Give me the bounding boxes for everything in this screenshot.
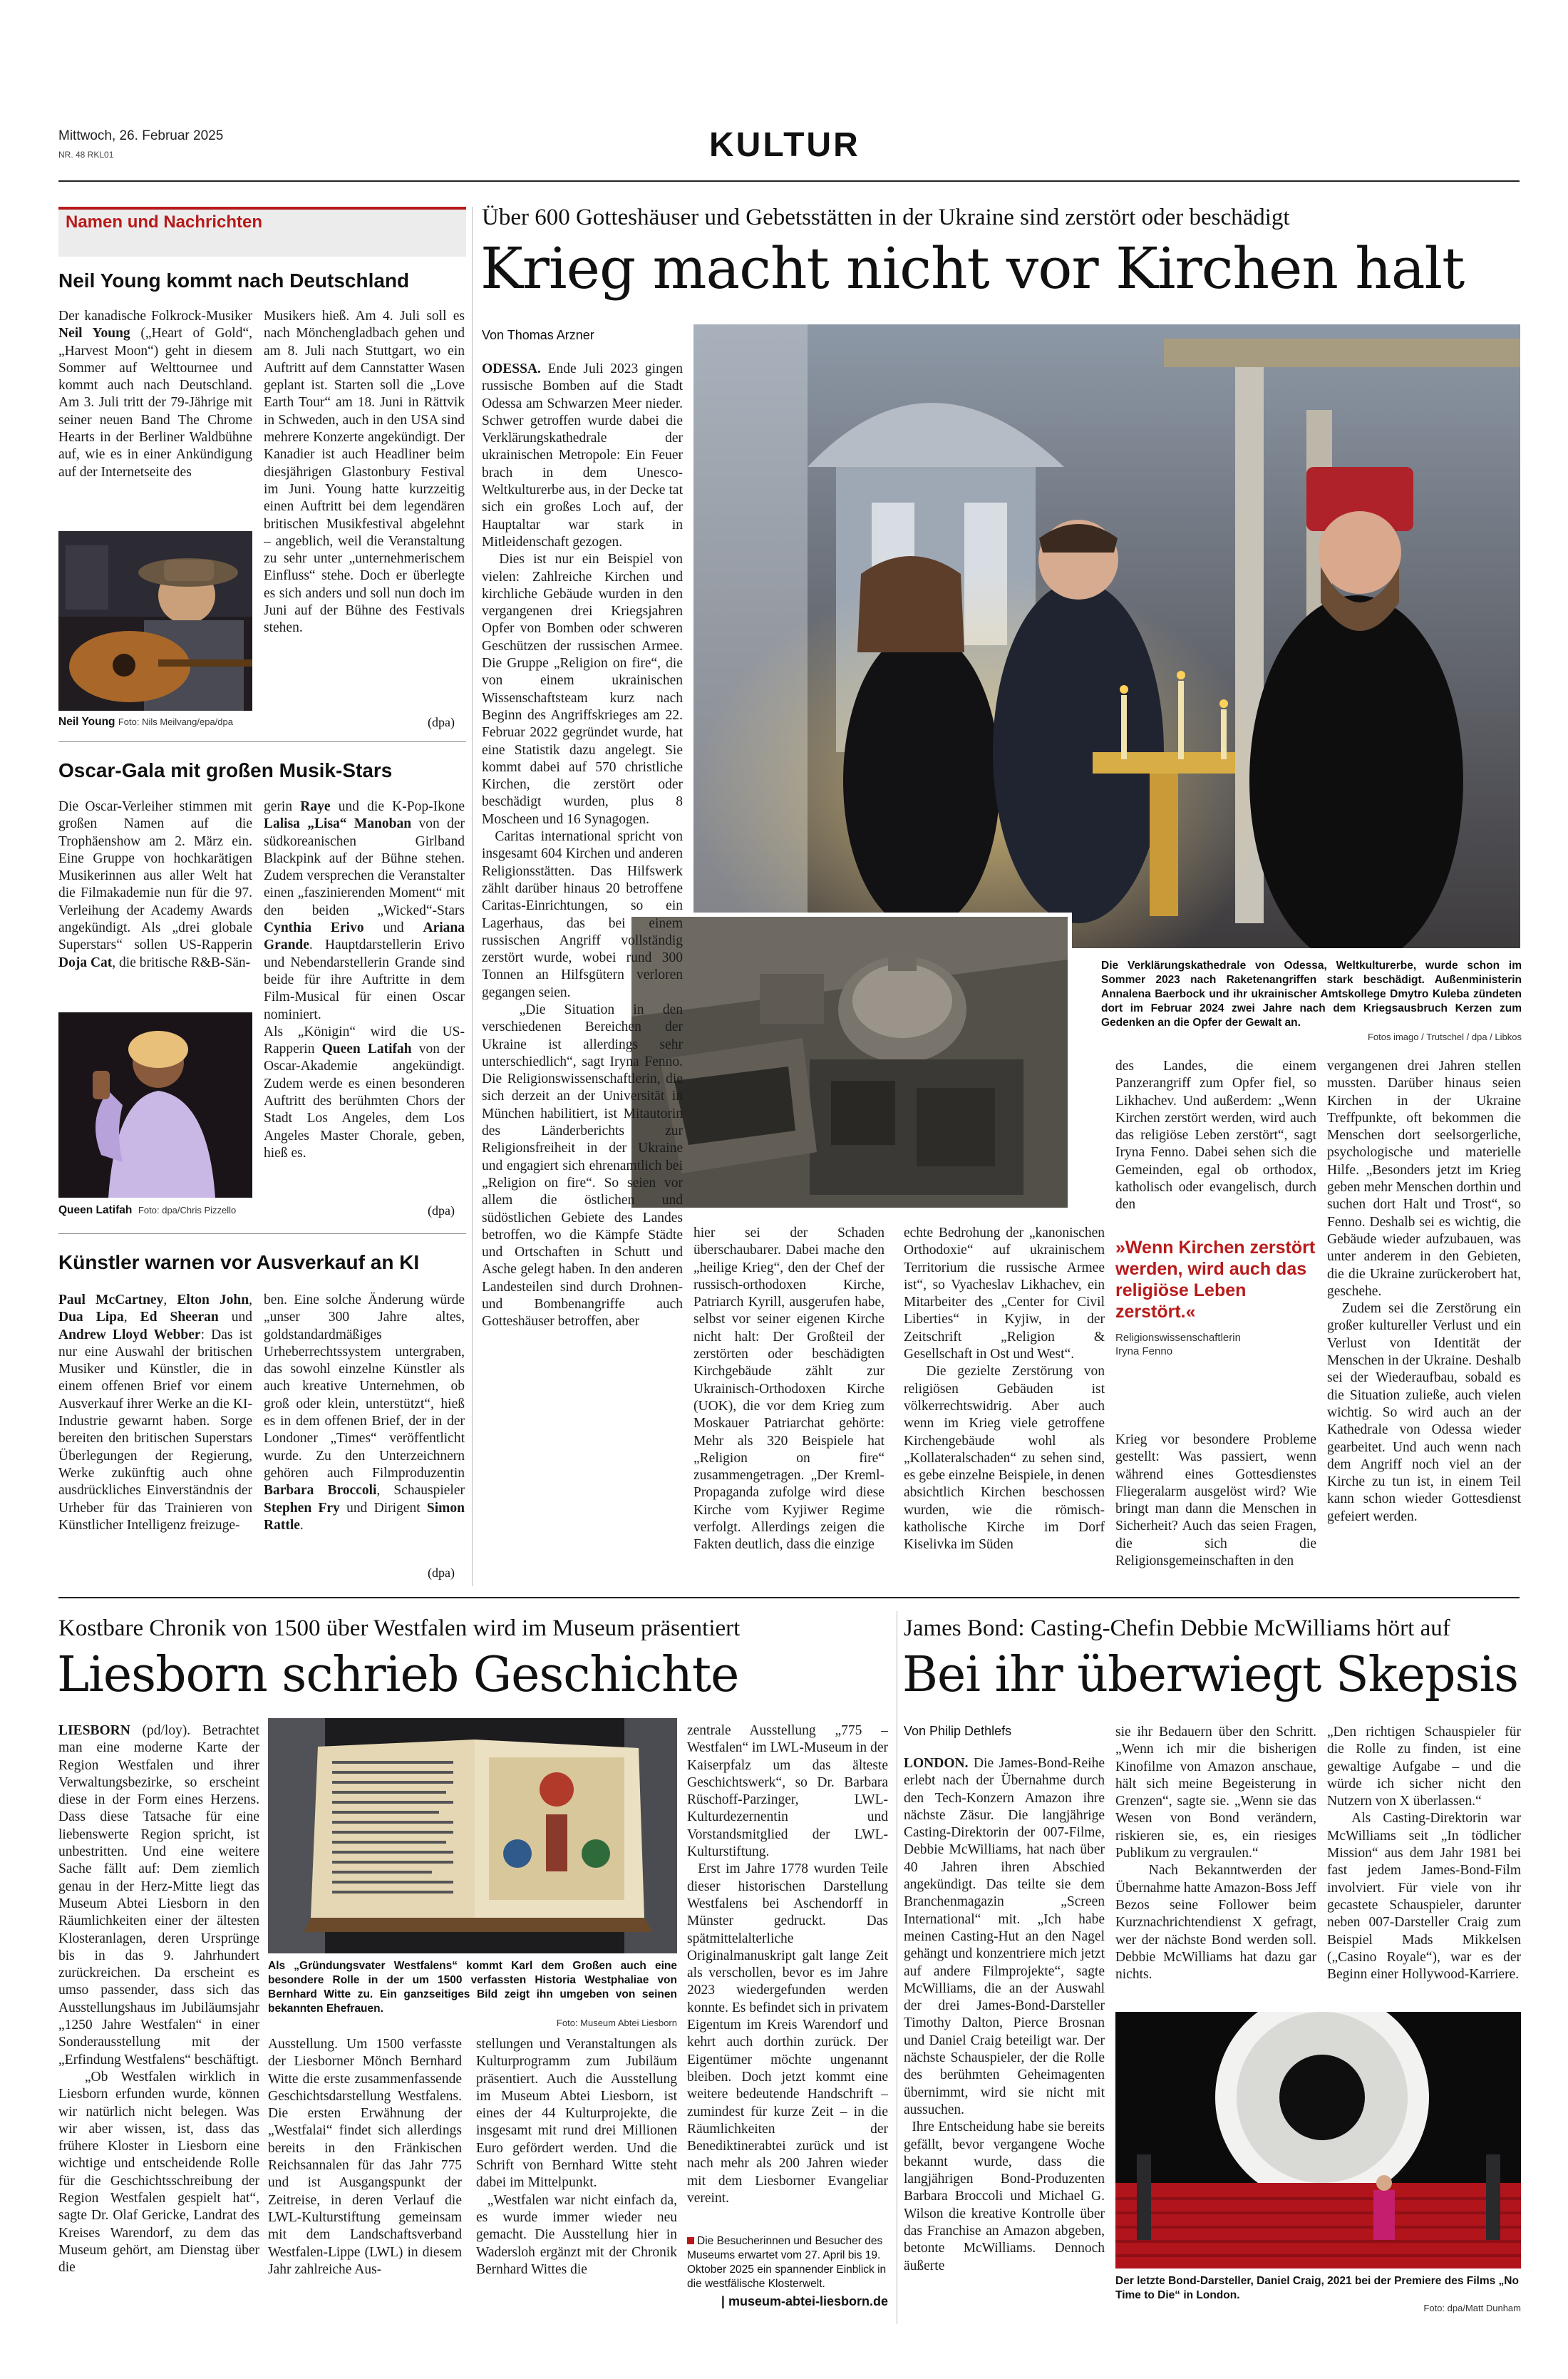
news2-photo-credit: Foto: dpa/Chris Pizzello xyxy=(138,1205,237,1216)
bond-col3: „Den richtigen Schauspieler für die Rolle zu finden, ist eine gewaltige Aufgabe – und die würde ich sicher nicht den Nutzern von X überlassen.“ Als Casting-Direktorin war McWilliams seit „In tödlicher Mission“ aus dem Jahr 1981 bei fast jedem James-Bond-Film involviert. Für viele von ihr gecastete Schauspieler, darunter neben 007-Darsteller Craig zum Beispiel Mads Mikkelsen („Casino Royale“), war es der Beginn einer Hollywood-Karriere. xyxy=(1327,1725,1521,1983)
info-square-icon xyxy=(687,2237,694,2244)
news3-col2: ben. Eine solche Änderung würde „unser 300 Jahre altes, goldstandardmäßiges Urheberrechtssystem untergraben, das sowohl einzelne Künstler als auch kreative Unternehmen, ob groß oder klein, unterstützt“, hieß es in dem offenen Brief, der in der Londoner „Times“ veröffentlicht wurde. Zu den Unterzeichnern gehören auch Filmproduzentin Barbara Broccoli, Schauspieler Stephen Fry und Dirigent Simon Rattle. xyxy=(264,1293,465,1533)
section-title: KULTUR xyxy=(709,126,860,164)
news2-photo-caption xyxy=(58,1203,236,1218)
news2-photo-name: Queen Latifah xyxy=(58,1204,133,1216)
header-rule xyxy=(58,180,1520,182)
liesborn-col1: LIESBORN (pd/loy). Betrachtet man eine moderne Karte der Region Westfalen und ihrer Verwaltungsbezirke, so erscheint diese in der Form eines Herzens. Dass diese Tatsache für eine liebenswerte Region spricht, ist unbestritten. Und eine weitere Sache fällt auf: Dem ziemlich genau in der Herz-Mitte liegt das Museum Abtei Liesborn in den Räumlichkeiten einer der ältesten Klosteranlagen, deren Ursprünge bis in das 9. Jahrhundert zurückreichen. Da erscheint es umso passender, dass sich das Ausstellungshaus im Jubiläumsjahr „1250 Jahre Westfalen“ in einer Sonderausstellung mit der „Erfindung Westfalens“ beschäftigt. „Ob Westfalen wirklich in Liesborn erfunden wurde, können wir natürlich nicht belegen. Was wir aber wissen, ist, dass das frühere Kloster in Liesborn eine wichtige und entscheidende Rolle für die Geschichtsschreibung der Region Westfalen gespielt hat“, sagte Dr. Olaf Gericke, Landrat des Kreises Warendorf, zu dem das Museum gehört, am Dienstag über die xyxy=(58,1723,259,2276)
issue-code: NR. 48 RKL01 xyxy=(58,150,114,160)
liesborn-info-text: Die Besucherinnen und Besucher des Museums erwartet vom 27. April bis 19. Oktober 2025 ein spannender Einblick in die westfälische Klosterwelt. xyxy=(687,2235,887,2290)
liesborn-info xyxy=(687,2234,888,2291)
liesborn-caption-text: Als „Gründungsvater Westfalens“ kommt Karl dem Großen auch eine besondere Rolle in der um 1500 verfassten Historia Westphaliae von Bernhard Witte zu. Ein ganzseitiges Bild zeigt ihn umgeben von seinen bekannten Ehefrauen. xyxy=(268,1960,677,2015)
lead-col2: hier sei der Schaden überschaubarer. Dabei mache den „heilige Krieg“, den der Chef der russisch-orthodoxen Kirche, Patriarch Kyrill, ausgerufen habe, selbst vor seiner eigenen Kirche nicht halt: Der Großteil der zerstörten oder beschädigten Kirchgebäude zählt zur Ukrainisch-Orthodoxen Kirche (UOK), die vor dem Krieg zum Moskauer Patriarchat gehörte: Mehr als 320 Beispiele hat „Religion on fire“ zusammengetragen. „Der Kreml-Propaganda zufolge wird diese Kirche vom Kyjiwer Regime verfolgt. Allerdings zeigen die Fakten deutlich, dass die einzige xyxy=(693,1226,884,1553)
liesborn-info-url[interactable]: | museum-abtei-liesborn.de xyxy=(721,2294,888,2308)
news1-col2: Musikers hieß. Am 4. Juli soll es nach Mönchengladbach gehen und am 8. Juli nach Stuttgart, wo ein Auftritt auf dem Cannstatter Wasen geplant ist. Starten soll die „Love Earth Tour“ am 18. Juni in Rättvik in Schweden, auch in den USA sind mehrere Konzerte angekündigt. Der Kanadier ist auch Headliner beim diesjährigen Glastonbury Festival im Juni. Young hatte kurzzeitig einen Auftritt bei dem legendären britischen Musikfestival abgelehnt – angeblich, weil die Veranstaltung zu sehr unter „unternehmerischem Einfluss“ stehe. Doch er überlegte es sich anders und soll nun doch im Juni auf der Bühne des Festivals stehen. xyxy=(264,309,465,636)
lead-photo-caption xyxy=(1101,959,1522,1044)
cathedral-image xyxy=(693,324,1520,948)
lead-caption-text: Die Verklärungskathedrale von Odessa, Weltkulturerbe, wurde schon im Sommer 2023 nach Raketenangriffen stark beschädigt. Außenministerin Annalena Baerbock und ihr ukrainischer Amtskollege Dmytro Kuleba zündeten dort im Februar 2024 zwei Jahre nach dem Kriegsausbruch Kerzen zum Gedenken an die Opfer der Gewalt an. xyxy=(1101,960,1522,1029)
chronicle-image xyxy=(268,1718,677,1953)
liesborn-caption-credit: Foto: Museum Abtei Liesborn xyxy=(556,2018,677,2028)
lead-headline: Krieg macht nicht vor Kirchen halt xyxy=(480,235,1465,302)
bond-caption-credit: Foto: dpa/Matt Dunham xyxy=(1423,2303,1521,2313)
news2-divider xyxy=(58,1233,466,1234)
bond-photo-caption xyxy=(1115,2274,1521,2316)
mid-page-rule xyxy=(58,1597,1520,1598)
neil-young-photo xyxy=(58,531,252,711)
lead-col3: echte Bedrohung der „kanonischen Orthodoxie“ auf ukrainischem Territorium die russische Armee ist“, so Vyacheslav Likhachev, ein Mitarbeiter des „Center for Civil Liberties“ in Kyjiw, in der Zeitschrift „Religion & Gesellschaft in Ost und West“. Die gezielte Zerstörung von religiösen Gebäuden ist völkerrechtswidrig. Aber auch wenn im Krieg viele getroffene Kirchengebäude wohl als „Kollateralschaden“ zu sehen sind, es gebe einzelne Beispiele, in denen absichtlich Kirchen beschossen wurden, wie die römisch-katholische Kirche im Dorf Kiselivka im Süden xyxy=(904,1226,1105,1553)
news1-photo-credit: Foto: Nils Meilvang/epa/dpa xyxy=(118,716,233,727)
liesborn-col2: Ausstellung. Um 1500 verfasste der Liesborner Mönch Bernhard Witte die erste zusammenfassende Geschichtsdarstellung Westfalens. Die ersten Erwähnung der „Westfalai“ findet sich allerdings bereits in den Fränkischen Reichsannalen für das Jahr 775 und ist Ausgangspunkt der Zeitreise, in deren Verlauf die LWL-Kulturstiftung gemeinsam mit dem Landschaftsverband Westfalen-Lippe (LWL) in diesem Jahr zahlreiche Aus- xyxy=(268,2037,462,2277)
bond-byline: Von Philip Dethlefs xyxy=(904,1724,1012,1738)
news1-photo-name: Neil Young xyxy=(58,716,115,728)
lead-col3-top: des Landes, die einem Panzerangriff zum Opfer fiel, so Likhachev. Und außerdem: „Wenn Kirchen zerstört werden, wird auch das religiöse Leben zerstört“, sagt Iryna Fenno. Dabei sehen sich die Gemeinden, egal ob orthodox, katholisch oder evangelisch, durch den xyxy=(1115,1059,1316,1213)
lead-col4: vergangenen drei Jahren stellen mussten. Darüber hinaus seien Kirchen in der Ukraine Treffpunkte, oft bekommen die Menschen dort seelsorgerliche, psychologische und materielle Hilfe. „Besonders jetzt im Krieg geben mehr Menschen dorthin und suchen dort Halt und Trost“, so Fenno. Deshalb sei es wichtig, die Gebäude wieder aufzubauen, was unter anderem in den Gebieten, die die Ukraine zurückerobert hat, geschehe. Zudem sei die Zerstörung ein großer kultureller Verlust und ein Verlust von Identität der Menschen in der Ukraine. Deshalb sei der Wiederaufbau, sobald es die Situation zuließe, auch vielen wichtig. So wird auch an der Kathedrale von Odessa wieder gearbeitet. Und auch wenn nach dem Angriff noch viel an der Kirche zu tun ist, in einem Teil kann schon wieder Gottesdienst gefeiert werden. xyxy=(1327,1059,1521,1524)
news1-divider xyxy=(58,741,466,742)
liesborn-col3: stellungen und Veranstaltungen als Kulturprogramm zum Jubiläum präsentiert. Auch die Ausstellung im Museum Abtei Liesborn, ist eines der 44 Kulturprojekte, die insgesamt mit rund drei Millionen Euro gefördert werden. Und die Schrift von Bernhard Witte steht dabei im Mittelpunkt. „Westfalen war nicht einfach da, es wurde immer wieder neu gemacht. Die Ausstellung hier in Wadersloh ergänzt mit der Chronik Bernhard Wittes die xyxy=(476,2037,677,2277)
news3-col1: Paul McCartney, Elton John, Dua Lipa, Ed Sheeran und Andrew Lloyd Webber: Das ist nur eine Auswahl der britischen Musiker und Künstler, die in einem offenen Brief vor einem Ausverkauf ihrer Werke an die KI-Industrie gewarnt haben. Sorge bereiten den britischen Superstars Überlegungen der Regierung, Werke zukünftig auch ohne ausdrückliches Einverständnis der Urheber für das Trainieren von Künstlicher Intelligenz freizuge- xyxy=(58,1293,252,1533)
quote-box xyxy=(1115,1237,1316,1387)
queen-latifah-photo xyxy=(58,1012,252,1198)
news2-col1: Die Oscar-Verleiher stimmen mit großen Namen auf die Trophäenshow am 2. März ein. Eine Gruppe von hochkarätigen Musikerinnen aus aller Welt hat die Filmakademie nun für die 97. Verleihung der Academy Awards angekündigt. Als „drei globale Superstars“ sollen US-Rapperin Doja Cat, die britische R&B-Sän- xyxy=(58,799,252,970)
liesborn-headline: Liesborn schrieb Geschichte xyxy=(57,1647,739,1703)
liesborn-kicker: Kostbare Chronik von 1500 über Westfalen wird im Museum präsentiert xyxy=(58,1615,741,1641)
left-column-divider xyxy=(472,207,473,1586)
news1-agency: (dpa) xyxy=(428,715,455,729)
bond-headline: Bei ihr überwiegt Skepsis xyxy=(902,1647,1519,1703)
bond-premiere-image xyxy=(1115,2012,1521,2268)
chronicle-photo xyxy=(268,1718,677,1953)
queen-latifah-image xyxy=(58,1012,252,1198)
lead-col3-bottom: Krieg vor besondere Probleme gestellt: Was passiert, wenn während eines Gottesdienstes Fliegeralarm ausgelöst wird? Wie bringt man dann die Menschen in Sicherheit? Auch das seien Fragen, die sich die Religionsgemeinschaften in den xyxy=(1115,1432,1316,1569)
news2-title: Oscar-Gala mit großen Musik-Stars xyxy=(58,759,393,781)
news1-photo-caption xyxy=(58,715,233,729)
bond-col1: LONDON. Die James-Bond-Reihe erlebt nach der Übernahme durch den Tech-Konzern Amazon ihre nächste Zäsur. Die langjährige Casting-Direktorin der 007-Filme, Debbie McWilliams, hat nach über 40 Jahren ihren Abschied angekündigt. Das teilte sie dem Branchenmagazin „Screen International“ mit. „Ich habe meinen Casting-Hut an den Nagel gehängt und konzentriere mich jetzt auf andere Filmprojekte“, sagte McWilliams, die an der Auswahl der drei James-Bond-Darsteller Timothy Dalton, Pierce Brosnan und Daniel Craig beteiligt war. Der nächste Schauspieler, der die Rolle des berühmten Geheimagenten übernimmt, wird sie nicht mit aussuchen. Ihre Entscheidung habe sie bereits gefällt, bevor vergangene Woche bekannt wurde, dass die langjährigen Bond-Produzenten Barbara Broccoli und Michael G. Wilson die kreative Kontrolle über das Franchise an Amazon abgeben, betonte McWilliams. Dennoch äußerte xyxy=(904,1756,1105,2273)
issue-date: Mittwoch, 26. Februar 2025 xyxy=(58,128,224,143)
news3-title: Künstler warnen vor Ausverkauf an KI xyxy=(58,1251,420,1273)
liesborn-info-url-text[interactable]: museum-abtei-liesborn.de xyxy=(728,2294,888,2308)
cathedral-photo xyxy=(693,324,1520,948)
pull-quote: »Wenn Kirchen zerstört werden, wird auch das religiöse Leben zerstört.« xyxy=(1115,1238,1316,1322)
lead-kicker: Über 600 Gotteshäuser und Gebetsstätten in der Ukraine sind zerstört oder beschädigt xyxy=(482,205,1290,230)
news1-col1: Der kanadische Folkrock-Musiker Neil Young („Heart of Gold“, „Harvest Moon“) geht in diesem Sommer auf Welttournee und kommt auch nach Deutschland. Am 3. Juli tritt der 79-Jährige mit seiner neuen Band The Chrome Hearts in der Berliner Waldbühne auf, wie es in einer Ankündigung auf der Internetseite des xyxy=(58,309,252,480)
news-box-title: Namen und Nachrichten xyxy=(66,212,263,232)
news1-title: Neil Young kommt nach Deutschland xyxy=(58,269,410,292)
liesborn-photo-caption xyxy=(268,1959,677,2030)
bond-kicker: James Bond: Casting-Chefin Debbie McWilliams hört auf xyxy=(904,1615,1450,1641)
pull-quote-source: Religionswissenschaftlerin Iryna Fenno xyxy=(1115,1332,1241,1357)
neil-young-image xyxy=(58,531,252,711)
lead-col1: ODESSA. Ende Juli 2023 gingen russische Bomben auf die Stadt Odessa am Schwarzen Meer nieder. Schwer getroffen wurde dabei die Verklärungskathedrale der ukrainischen Metropole: Ein Feuer brach in dem Unesco-Weltkulturerbe aus, in der Decke tat sich ein großes Loch auf, der Hauptaltar war stark in Mitleidenschaft gezogen. Dies ist nur ein Beispiel von vielen: Zahlreiche Kirchen und kirchliche Gebäude wurden in den vergangenen drei Kriegsjahren Opfer von Bomben oder schweren Geschützen der russischen Armee. Die Gruppe „Religion on fire“, die von einem ukrainischen Wissenschaftsteam kurz nach Beginn des Angriffskrieges am 22. Februar 2022 gegründet wurde, hat eine Statistik dazu angelegt. Sie kommt dabei auf 570 christliche Kirchen, die zerstört oder beschädigt wurden, plus 8 Moscheen und 16 Synagogen. Caritas international spricht von insgesamt 604 Kirchen und anderen Religionsstätten. Das Hilfswerk zählt darüber hinaus 20 betroffene Caritas-Einrichtungen, so ein Lagerhaus, das bei einem russischen Angriff vollständig zerstört wurde, wobei rund 300 Tonnen an Hilfsgütern verloren gegangen seien. „Die Situation in den verschiedenen Bereichen der Ukraine ist allerdings sehr unterschiedlich“, sagt Iryna Fenno. Die Religionswissenschaftlerin, die sich derzeit an der Universität in München habilitiert, ist Mitautorin des Länderberichts zur Religionsfreiheit in der Ukraine und engagiert sich ehrenamtlich bei „Religion on fire“. So seien vor allem die östlichen und südöstlichen Gebiete des Landes betroffen, wo die Kämpfe Städte und Ortschaften in Schutt und Asche gelegt haben. In den anderen Landesteilen sind durch Drohnen- und Bombenangriffe auch Gotteshäuser betroffen, aber xyxy=(482,361,683,1330)
bond-premiere-photo xyxy=(1115,2012,1521,2268)
news2-col2: gerin Raye und die K-Pop-Ikone Lalisa „Lisa“ Manoban von der südkoreanischen Girlband Blackpink auf der Bühne stehen. Zudem versprechen die Veranstalter einen „faszinierenden Moment“ mit den beiden „Wicked“-Stars Cynthia Erivo und Ariana Grande. Hauptdarstellerin Erivo und Nebendarstellerin Grande sind beide für ihre Auftritte in dem Film-Musical für einen Oscar nominiert. Als „Königin“ wird die US-Rapperin Queen Latifah von der Oscar-Akademie angekündigt. Zudem werde es einen besonderen Auftritt des berühmten Chors der Stadt Los Angeles, dem Los Angeles Master Chorale, geben, hieß es. xyxy=(264,799,465,1161)
liesborn-col4: zentrale Ausstellung „775 – Westfalen“ im LWL-Museum in der Kaiserpfalz um das älteste Geschichtswerk“, so Dr. Barbara Rüschoff-Parzinger, LWL-Kulturdezernentin und Vorstandsmitglied der LWL-Kulturstiftung. Erst im Jahre 1778 wurden Teile dieser historischen Darstellung Westfalens bei Aschendorff in Münster gedruckt. Das spätmittelalterliche Originalmanuskript galt lange Zeit als verschollen, bevor es im Jahre 2023 wiedergefunden werden konnte. Es befindet sich in privatem Eigentum im Kreis Warendorf und kehrt auch dorthin zurück. Der Eigentümer möchte ungenannt bleiben. Doch jetzt kommt eine weitere bedeutende Handschrift – zumindest für kurze Zeit – in die Räumlichkeiten der Benediktinerabtei zurück und ist nach mehr als 200 Jahren wieder mit dem Liesborner Evangeliar vereint. xyxy=(687,1723,888,2206)
lead-caption-credit: Fotos imago / Trutschel / dpa / Libkos xyxy=(1367,1032,1522,1042)
news2-agency: (dpa) xyxy=(428,1203,455,1218)
news3-agency: (dpa) xyxy=(428,1566,455,1580)
liesborn-info-box xyxy=(687,2234,888,2313)
bond-caption-text: Der letzte Bond-Darsteller, Daniel Craig, 2021 bei der Premiere des Films „No Time to Die“ in London. xyxy=(1115,2275,1519,2301)
bond-col2: sie ihr Bedauern über den Schritt. „Wenn ich mir die bisherigen Kinofilme von Amazon anschaue, hält sich meine Begeisterung in Grenzen“, sagte sie. „Wenn sie das Wesen von Bond verändern, riskieren sie, es, ein riesiges Publikum zu vergraulen.“ Nach Bekanntwerden der Übernahme hatte Amazon-Boss Jeff Bezos seine Follower beim Kurznachrichtendienst X gefragt, wer der nächste Bond werden soll. Debbie McWilliams hat dazu gar nichts. xyxy=(1115,1725,1316,1983)
lead-byline: Von Thomas Arzner xyxy=(482,328,594,342)
damaged-church-photo xyxy=(627,913,1072,1212)
damaged-church-image xyxy=(631,917,1068,1208)
